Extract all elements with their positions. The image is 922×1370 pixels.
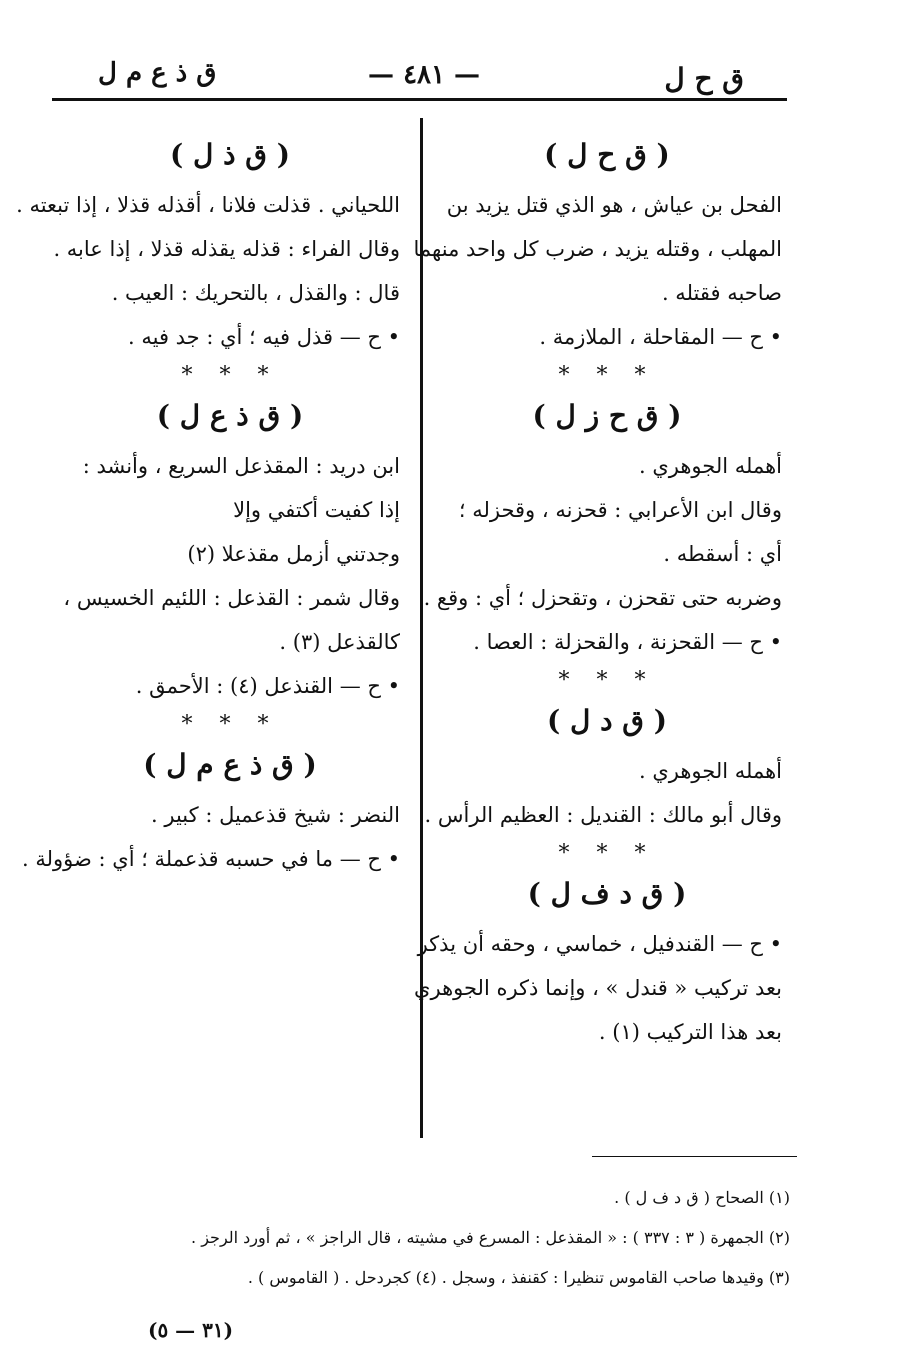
entry-line: وقال الفراء : قذله يقذله قذلا ، إذا عابه . xyxy=(53,237,400,261)
left-column xyxy=(16,130,400,881)
entry-line: • ح — القنذعل (٤) : الأحمق . xyxy=(135,674,400,698)
entry-line: • ح — قذل فيه ؛ أي : جد فيه . xyxy=(128,325,400,349)
entry-line: قال : والقذل ، بالتحريك : العيب . xyxy=(111,281,400,305)
entry-line: اللحياني . قذلت فلانا ، أقذله قذلا ، إذا تبعته . xyxy=(16,193,400,217)
footnote: (٣) وقيدها صاحب القاموس تنظيرا : كقنفذ ، وسجل . (٤) كجردحل . ( القاموس ) . xyxy=(247,1268,790,1287)
entry-title: ( ق ذ ع م ل ) xyxy=(143,748,317,781)
entry-line: • ح — المقاحلة ، الملازمة . xyxy=(539,325,782,349)
footnote: (٢) الجمهرة ( ٣ : ٣٣٧ ) : « المقذعل : المسرع في مشيته ، قال الراجز » ، ثم أورد الرجز . xyxy=(191,1228,790,1247)
entry-line: • ح — القحزنة ، والقحزلة : العصا . xyxy=(473,630,782,654)
entry-line: بعد تركيب « قندل » ، وإنما ذكره الجوهري xyxy=(414,976,782,1000)
entry-line: الفحل بن عياش ، هو الذي قتل يزيد بن xyxy=(446,193,782,217)
entry-line: ابن دريد : المقذعل السريع ، وأنشد : xyxy=(82,454,400,478)
entry-line: وضربه حتى تقحزن ، وتقحزل ؛ أي : وقع . xyxy=(423,586,782,610)
header-left-root: ق ذ ع م ل xyxy=(98,58,217,88)
entry-line: أي : أسقطه . xyxy=(663,542,782,566)
entry-line: وقال شمر : القذعل : اللئيم الخسيس ، xyxy=(63,586,400,610)
section-separator: * * * xyxy=(558,668,656,693)
entry-line: • ح — ما في حسبه قذعملة ؛ أي : ضؤولة . xyxy=(22,847,400,871)
right-column xyxy=(413,130,782,1054)
entry-line: بعد هذا التركيب (١) . xyxy=(598,1020,782,1044)
section-separator: * * * xyxy=(558,841,656,866)
entry-line: النضر : شيخ قذعميل : كبير . xyxy=(151,803,400,827)
entry-line: صاحبه فقتله . xyxy=(661,281,782,305)
entry-title: ( ق ذ ع ل ) xyxy=(156,399,304,432)
footnote: (١) الصحاح ( ق د ف ل ) . xyxy=(614,1188,790,1207)
section-separator: * * * xyxy=(181,363,279,388)
section-separator: * * * xyxy=(558,363,656,388)
entry-line: أهمله الجوهري . xyxy=(638,454,782,478)
entry-line: كالقذعل (٣) . xyxy=(279,630,400,654)
printer-signature: (٣١ — ٥) xyxy=(148,1318,234,1342)
entry-line: المهلب ، وقتله يزيد ، ضرب كل واحد منهما xyxy=(413,237,782,261)
entry-title: ( ق ح ز ل ) xyxy=(532,399,682,432)
entry-line: وقال أبو مالك : القنديل : العظيم الرأس . xyxy=(424,803,782,827)
entry-line: وقال ابن الأعرابي : قحزنه ، وقحزله ؛ xyxy=(458,498,782,522)
page-number: — ٤٨١ — xyxy=(368,60,481,90)
entry-title: ( ق ذ ل ) xyxy=(169,138,291,171)
entry-line: وجدتني أزمل مقذعلا (٢) xyxy=(187,542,400,566)
entry-line: إذا كفيت أكتفي وإلا xyxy=(233,498,400,522)
footnote-rule xyxy=(592,1156,797,1157)
header-right-root: ق ح ل xyxy=(664,62,744,95)
entry-title: ( ق ح ل ) xyxy=(544,138,670,171)
entry-title: ( ق د ف ل ) xyxy=(527,877,687,910)
header-rule xyxy=(52,98,787,101)
entry-line: • ح — القندفيل ، خماسي ، وحقه أن يذكر xyxy=(417,932,782,956)
section-separator: * * * xyxy=(181,712,279,737)
entry-line: أهمله الجوهري . xyxy=(638,759,782,783)
footnotes xyxy=(140,1178,790,1298)
entry-title: ( ق د ل ) xyxy=(546,704,668,737)
